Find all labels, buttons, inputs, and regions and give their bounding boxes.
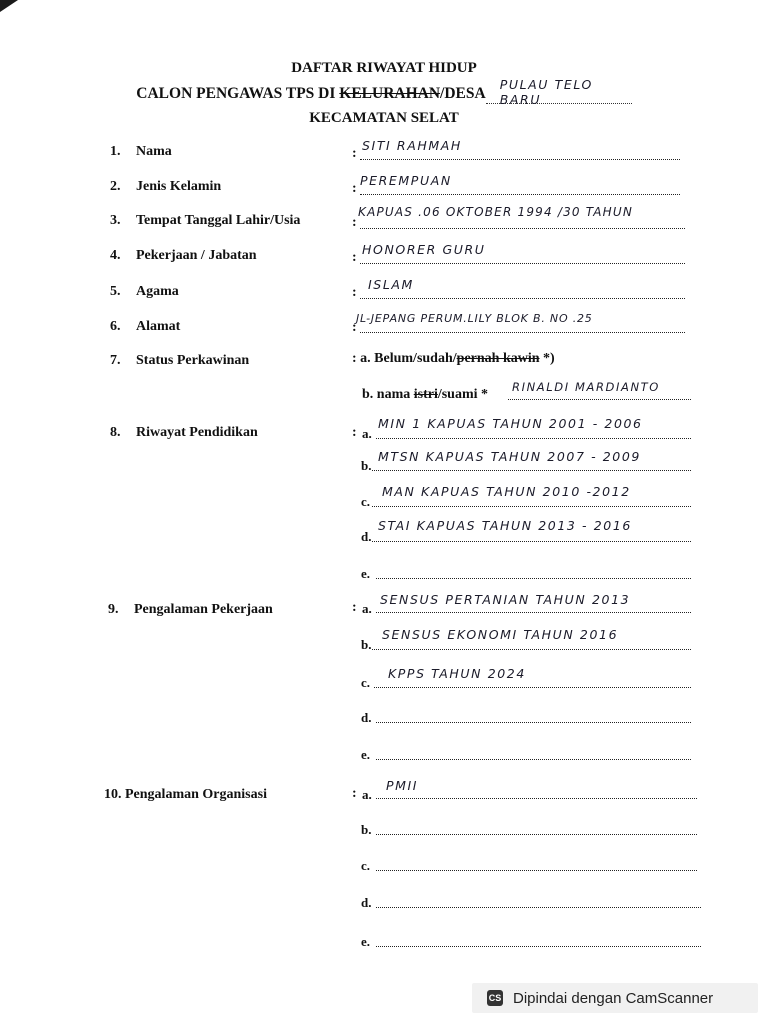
subtitle-desa: /DESA	[440, 85, 486, 102]
camscanner-icon: CS	[487, 990, 503, 1006]
colon-mark: :	[352, 786, 357, 801]
field-label-text: Agama	[136, 284, 179, 299]
answer-line	[374, 687, 691, 688]
field-label-text: Riwayat Pendidikan	[136, 425, 258, 440]
camscanner-text: Dipindai dengan CamScanner	[513, 989, 714, 1007]
field-label-text: Alamat	[136, 319, 181, 334]
organisasi-letter: b.	[361, 822, 372, 837]
colon-mark: :	[352, 146, 357, 161]
organisasi-letter: c.	[361, 858, 371, 873]
pekerjaan-value: SENSUS PERTANIAN TAHUN 2013	[380, 592, 631, 607]
answer-line	[376, 578, 691, 579]
answer-line	[376, 834, 697, 835]
answer-line	[360, 194, 680, 195]
subtitle-prefix: CALON PENGAWAS TPS DI	[136, 85, 336, 102]
status-footnote-mark: *)	[539, 351, 555, 366]
answer-line	[372, 470, 691, 471]
organisasi-value: PMII	[386, 778, 419, 793]
field-label-pengalaman-organisasi	[104, 787, 267, 803]
pendidikan-value: STAI KAPUAS TAHUN 2013 - 2016	[378, 518, 632, 533]
answer-line	[376, 759, 691, 760]
value-ttl: KAPUAS .06 OKTOBER 1994 /30 TAHUN	[358, 205, 633, 219]
field-label-text: Nama	[136, 144, 172, 159]
spouse-prefix: b. nama	[362, 387, 411, 402]
pendidikan-letter: b.	[361, 458, 372, 473]
answer-line	[372, 506, 691, 507]
colon	[352, 181, 357, 197]
status-option-belum-sudah: Belum/sudah/	[374, 351, 457, 366]
kecamatan-heading: KECAMATAN SELAT	[309, 110, 459, 126]
spouse-name-row	[362, 387, 488, 403]
answer-line	[360, 298, 685, 299]
answer-line	[360, 228, 685, 229]
answer-line	[508, 399, 691, 400]
pekerjaan-value: SENSUS EKONOMI TAHUN 2016	[382, 627, 619, 642]
field-number: 2.	[110, 179, 121, 194]
colon	[352, 600, 357, 616]
field-label-pekerjaan	[110, 248, 257, 264]
colon	[352, 146, 357, 162]
colon-mark: :	[352, 215, 357, 230]
scan-corner-mark	[0, 0, 18, 12]
field-label-text: Jenis Kelamin	[136, 179, 222, 194]
field-number: 9.	[108, 602, 119, 617]
status-option-pernah-kawin-struck: pernah kawin	[456, 351, 540, 366]
pendidikan-letter: e.	[361, 566, 371, 581]
pekerjaan-value: KPPS TAHUN 2024	[388, 666, 526, 681]
field-label-text: Pengalaman Pekerjaan	[134, 602, 273, 617]
desa-value: PULAU TELO BARU	[499, 77, 593, 107]
answer-line	[376, 907, 701, 908]
document-subtitle	[0, 77, 768, 107]
colon-mark: :	[352, 285, 357, 300]
field-label-pengalaman-pekerjaan	[108, 602, 273, 618]
field-number: 7.	[110, 353, 121, 368]
pendidikan-value: MTSN KAPUAS TAHUN 2007 - 2009	[378, 449, 641, 464]
spouse-suami: /suami *	[437, 387, 489, 402]
field-label-jenis-kelamin	[110, 179, 221, 195]
field-number: 5.	[110, 284, 121, 299]
field-number: 3.	[110, 213, 121, 228]
value-agama: ISLAM	[368, 277, 414, 292]
subtitle-struck-kelurahan: KELURAHAN	[339, 85, 441, 102]
pekerjaan-letter: b.	[361, 637, 372, 652]
answer-line	[360, 332, 685, 333]
field-number: 6.	[110, 319, 121, 334]
desa-field	[486, 77, 632, 107]
field-label-status	[110, 353, 249, 369]
pendidikan-value: MAN KAPUAS TAHUN 2010 -2012	[382, 484, 631, 499]
field-label-text: Tempat Tanggal Lahir/Usia	[136, 213, 301, 228]
field-number: 8.	[110, 425, 121, 440]
answer-line	[376, 870, 697, 871]
pekerjaan-letter: d.	[361, 710, 372, 725]
field-label-alamat	[110, 319, 180, 335]
colon-mark: :	[352, 425, 357, 440]
colon	[352, 425, 357, 441]
answer-line	[372, 649, 691, 650]
colon-mark: :	[352, 181, 357, 196]
answer-line	[376, 438, 691, 439]
value-nama: SITI RAHMAH	[362, 138, 462, 153]
colon	[352, 215, 357, 231]
value-spouse: RINALDI MARDIANTO	[512, 380, 660, 394]
colon	[352, 285, 357, 301]
pekerjaan-letter: c.	[361, 675, 371, 690]
answer-line	[360, 263, 685, 264]
organisasi-letter: a.	[362, 787, 372, 802]
spouse-istri-struck: istri	[413, 387, 438, 402]
pendidikan-letter: a.	[362, 426, 372, 441]
colon-mark: :	[352, 600, 357, 615]
field-label-nama	[110, 144, 172, 160]
status-a-prefix: : a.	[352, 351, 371, 366]
colon-mark: :	[352, 320, 357, 335]
field-label-pendidikan	[110, 425, 258, 441]
organisasi-letter: d.	[361, 895, 372, 910]
status-options	[352, 351, 555, 367]
pendidikan-letter: c.	[361, 494, 371, 509]
answer-line	[360, 159, 680, 160]
colon-mark: :	[352, 250, 357, 265]
organisasi-letter: e.	[361, 934, 371, 949]
value-pekerjaan: HONORER GURU	[362, 242, 486, 257]
answer-line	[376, 612, 691, 613]
field-label-agama	[110, 284, 179, 300]
field-number: 1.	[110, 144, 121, 159]
answer-line	[372, 541, 691, 542]
field-label-ttl	[110, 213, 300, 229]
colon	[352, 786, 357, 802]
value-alamat: JL-JEPANG PERUM.LILY BLOK B. NO .25	[356, 312, 593, 325]
value-jenis-kelamin: PEREMPUAN	[360, 173, 452, 188]
field-label-text: Pengalaman Organisasi	[125, 787, 267, 802]
colon	[352, 250, 357, 266]
pendidikan-value: MIN 1 KAPUAS TAHUN 2001 - 2006	[378, 416, 643, 431]
field-number: 10.	[104, 787, 122, 802]
answer-line	[376, 722, 691, 723]
answer-line	[376, 798, 697, 799]
pekerjaan-letter: a.	[362, 601, 372, 616]
field-label-text: Status Perkawinan	[136, 353, 250, 368]
field-number: 4.	[110, 248, 121, 263]
pekerjaan-letter: e.	[361, 747, 371, 762]
answer-line	[376, 946, 701, 947]
document-title: DAFTAR RIWAYAT HIDUP	[291, 60, 477, 76]
camscanner-watermark	[472, 983, 758, 1013]
field-label-text: Pekerjaan / Jabatan	[136, 248, 257, 263]
pendidikan-letter: d.	[361, 529, 372, 544]
